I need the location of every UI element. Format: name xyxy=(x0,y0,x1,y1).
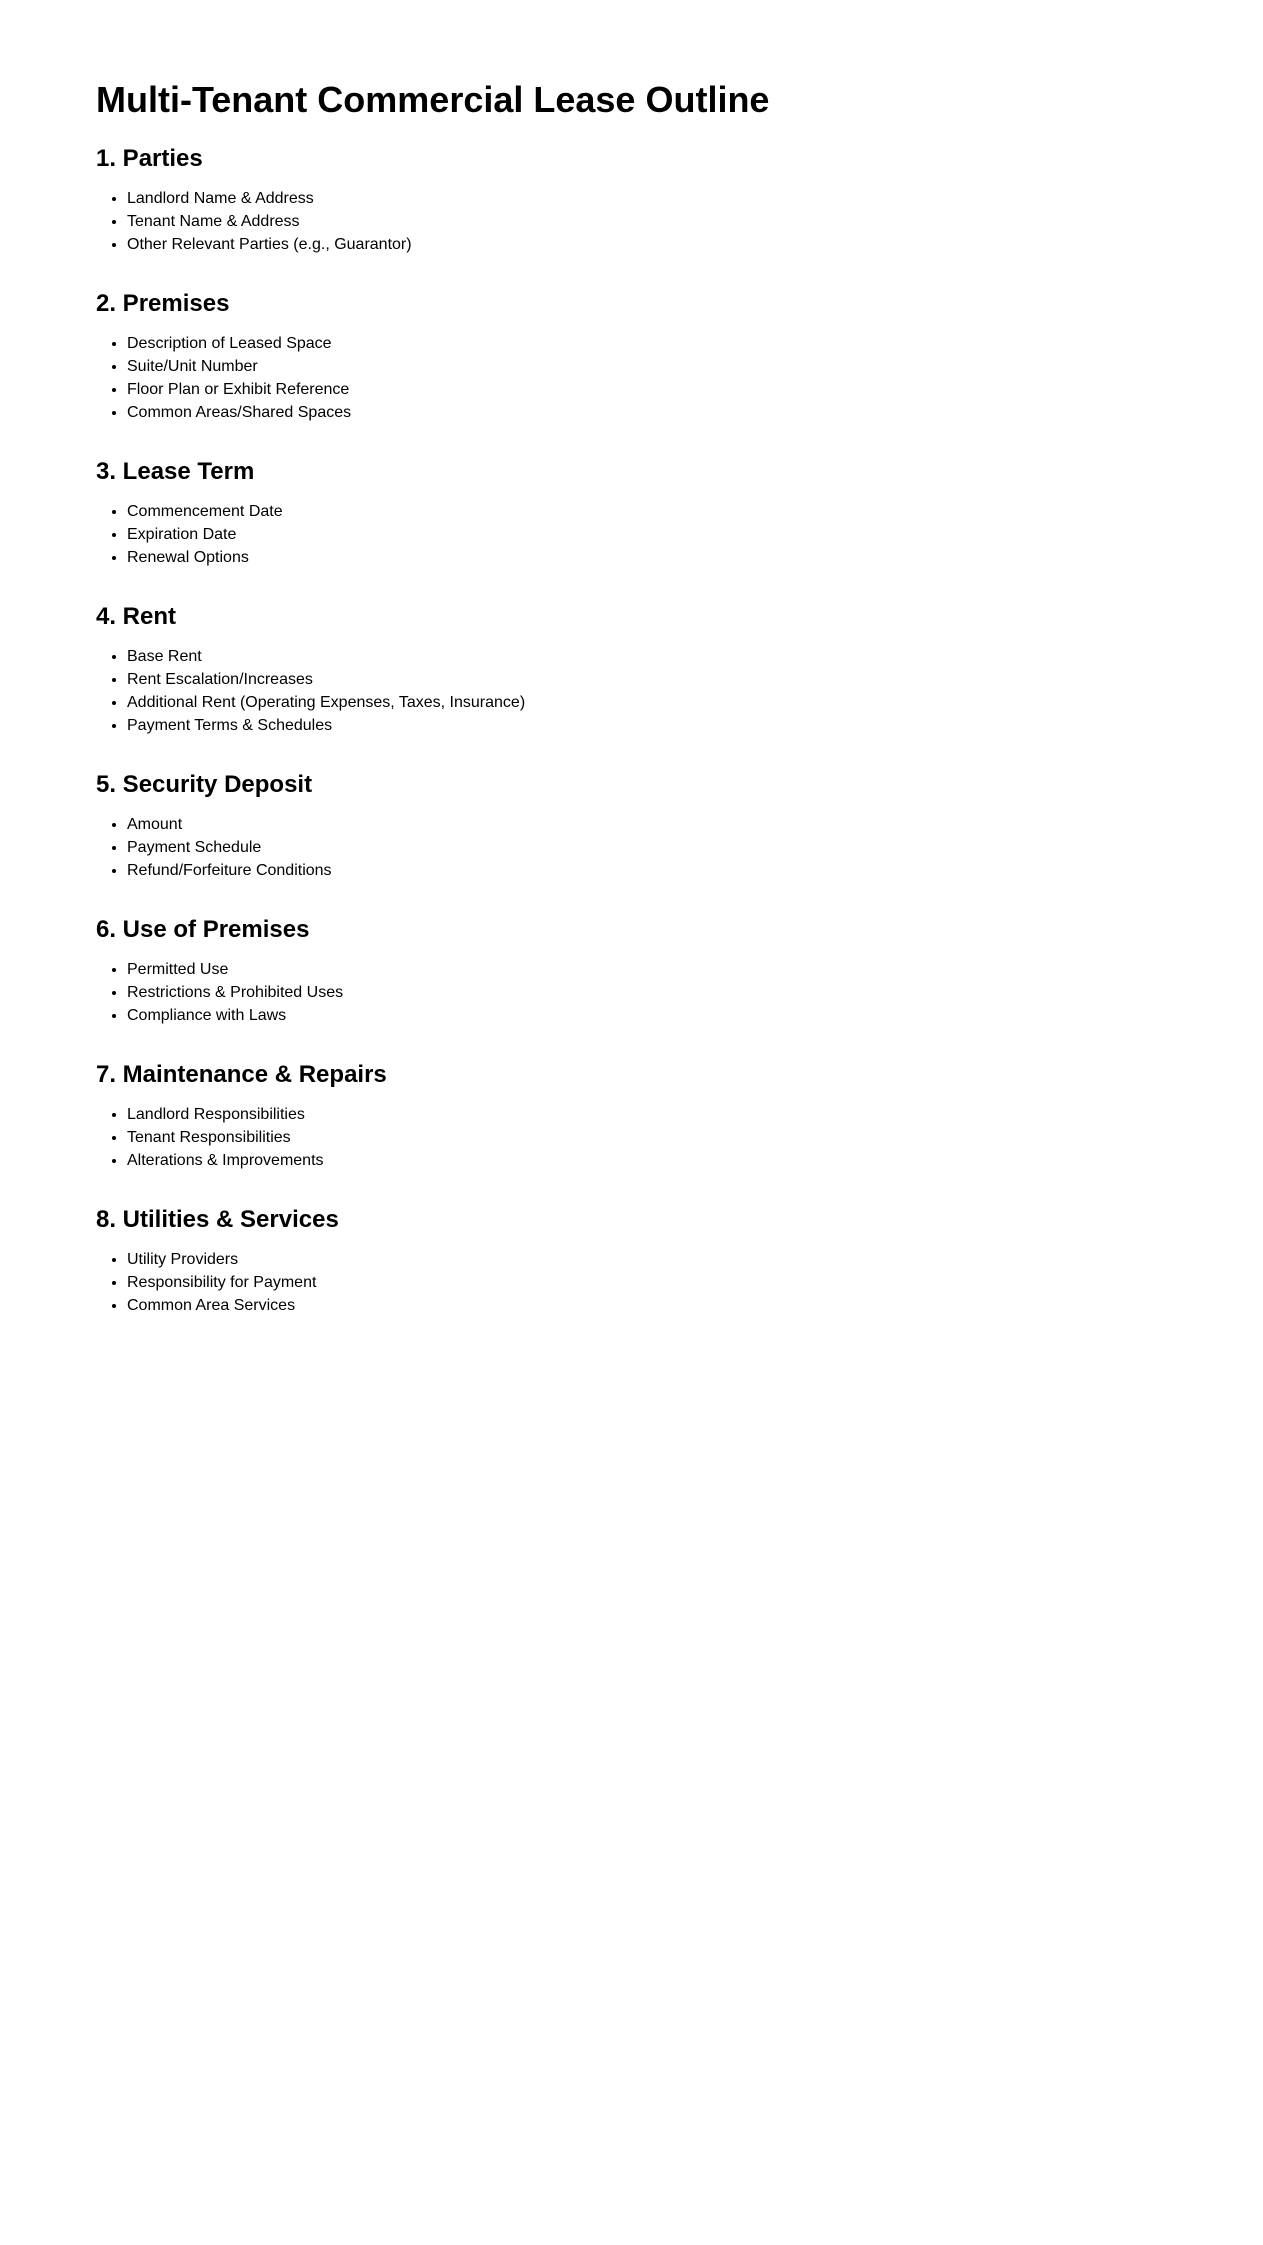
list-item: • Responsibility for Payment xyxy=(127,1271,1203,1294)
section-heading: 2. Premises xyxy=(96,290,230,317)
sections-container xyxy=(96,145,1203,1317)
section-heading: 6. Use of Premises xyxy=(96,916,310,943)
list-item: • Landlord Name & Address xyxy=(127,187,1203,210)
section-list xyxy=(96,187,1203,256)
list-item: • Common Areas/Shared Spaces xyxy=(127,401,1203,424)
section-list xyxy=(96,500,1203,569)
list-item: • Expiration Date xyxy=(127,523,1203,546)
list-item: • Payment Schedule xyxy=(127,836,1203,859)
list-item: • Tenant Name & Address xyxy=(127,210,1203,233)
section-list xyxy=(96,1248,1203,1317)
list-item: • Payment Terms & Schedules xyxy=(127,714,1203,737)
outline-section xyxy=(96,603,1203,737)
list-item: • Permitted Use xyxy=(127,958,1203,981)
list-item: • Refund/Forfeiture Conditions xyxy=(127,859,1203,882)
list-item: • Base Rent xyxy=(127,645,1203,668)
outline-section xyxy=(96,771,1203,882)
list-item: • Utility Providers xyxy=(127,1248,1203,1271)
list-item: • Restrictions & Prohibited Uses xyxy=(127,981,1203,1004)
list-item: • Other Relevant Parties (e.g., Guarantor) xyxy=(127,233,1203,256)
section-list xyxy=(96,1103,1203,1172)
outline-section xyxy=(96,458,1203,569)
section-heading: 3. Lease Term xyxy=(96,458,255,485)
list-item: • Commencement Date xyxy=(127,500,1203,523)
list-item: • Amount xyxy=(127,813,1203,836)
section-heading: 5. Security Deposit xyxy=(96,771,313,798)
list-item: • Common Area Services xyxy=(127,1294,1203,1317)
list-item: • Additional Rent (Operating Expenses, Taxes, Insurance) xyxy=(127,691,1203,714)
section-list xyxy=(96,645,1203,737)
section-list xyxy=(96,958,1203,1027)
list-item: • Floor Plan or Exhibit Reference xyxy=(127,378,1203,401)
section-heading: 8. Utilities & Services xyxy=(96,1206,339,1233)
section-heading: 4. Rent xyxy=(96,603,177,630)
list-item: • Tenant Responsibilities xyxy=(127,1126,1203,1149)
outline-section xyxy=(96,916,1203,1027)
outline-section xyxy=(96,145,1203,256)
outline-section xyxy=(96,1206,1203,1317)
list-item: • Suite/Unit Number xyxy=(127,355,1203,378)
list-item: • Renewal Options xyxy=(127,546,1203,569)
outline-section xyxy=(96,1061,1203,1172)
document-title: Multi-Tenant Commercial Lease Outline xyxy=(96,79,770,120)
list-item: • Alterations & Improvements xyxy=(127,1149,1203,1172)
list-item: • Description of Leased Space xyxy=(127,332,1203,355)
section-list xyxy=(96,813,1203,882)
section-heading: 1. Parties xyxy=(96,145,203,172)
section-heading: 7. Maintenance & Repairs xyxy=(96,1061,387,1088)
outline-section xyxy=(96,290,1203,424)
list-item: • Rent Escalation/Increases xyxy=(127,668,1203,691)
list-item: • Landlord Responsibilities xyxy=(127,1103,1203,1126)
list-item: • Compliance with Laws xyxy=(127,1004,1203,1027)
section-list xyxy=(96,332,1203,424)
